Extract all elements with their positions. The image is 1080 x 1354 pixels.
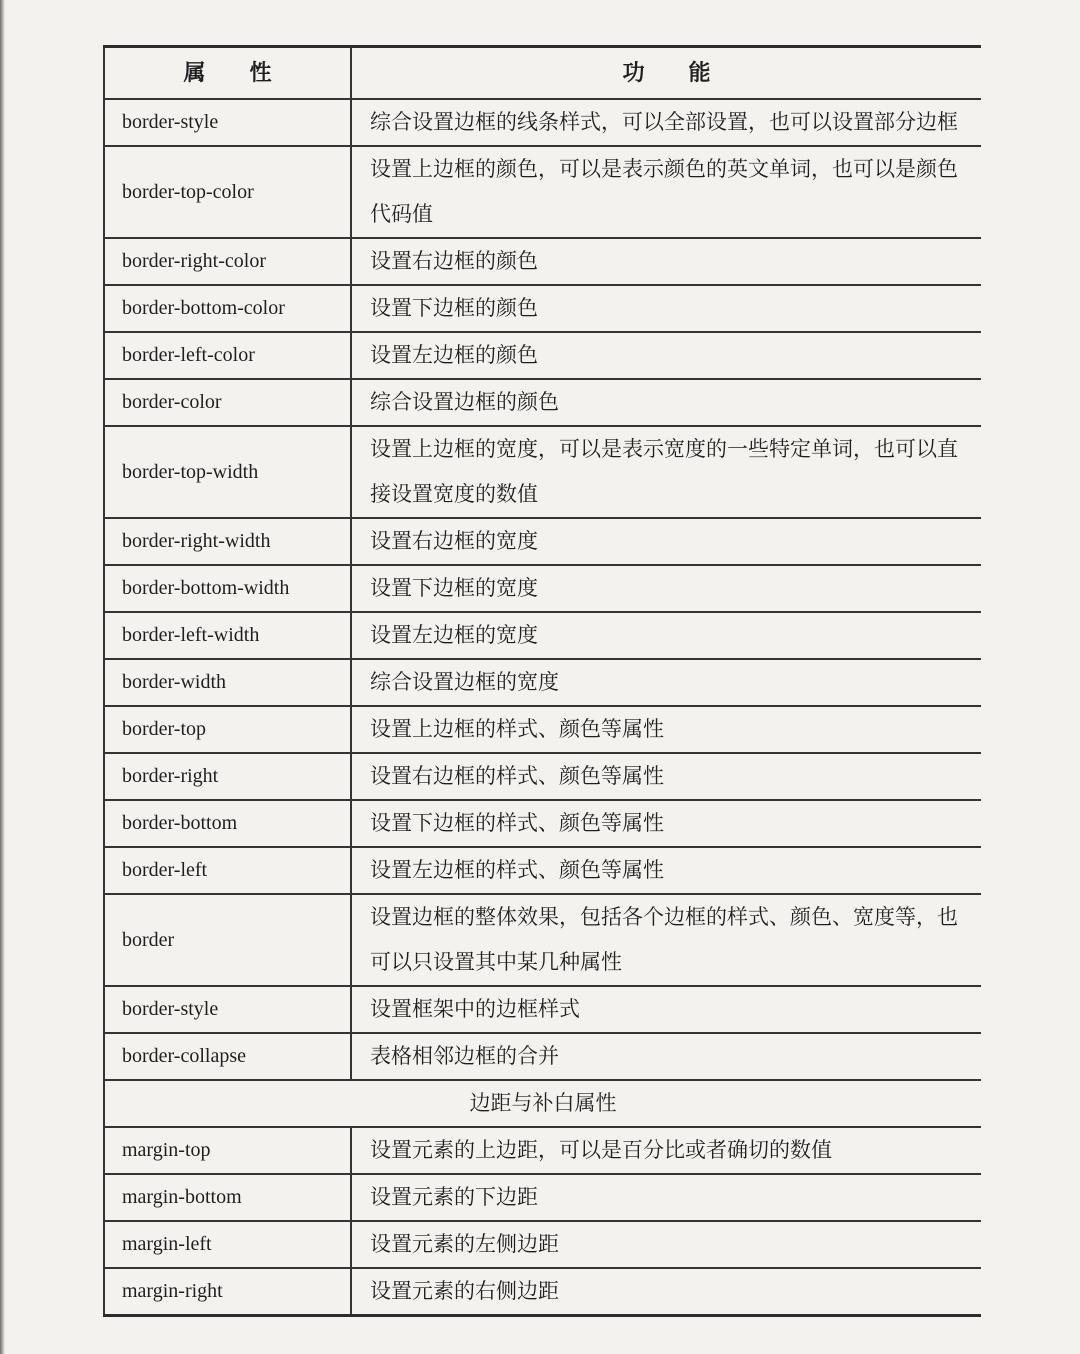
table-body	[104, 99, 981, 1316]
description-cell: 设置下边框的宽度	[351, 565, 981, 612]
table-row	[104, 1221, 981, 1268]
table-row	[104, 706, 981, 753]
description-cell: 设置左边框的样式、颜色等属性	[351, 847, 981, 894]
property-cell: margin-top	[104, 1127, 351, 1174]
description-cell: 设置下边框的样式、颜色等属性	[351, 800, 981, 847]
property-cell: border-right-width	[104, 518, 351, 565]
description-cell: 设置上边框的样式、颜色等属性	[351, 706, 981, 753]
description-cell: 综合设置边框的颜色	[351, 379, 981, 426]
property-cell: border-top	[104, 706, 351, 753]
table-header-row	[104, 47, 981, 100]
table-row	[104, 1174, 981, 1221]
table-row	[104, 1127, 981, 1174]
property-cell: border-color	[104, 379, 351, 426]
table-row	[104, 238, 981, 285]
property-cell: margin-left	[104, 1221, 351, 1268]
description-cell: 综合设置边框的宽度	[351, 659, 981, 706]
description-cell: 设置下边框的颜色	[351, 285, 981, 332]
column-header-property: 属 性	[104, 47, 351, 100]
description-cell: 设置元素的下边距	[351, 1174, 981, 1221]
property-cell: border-bottom-width	[104, 565, 351, 612]
description-cell: 表格相邻边框的合并	[351, 1033, 981, 1080]
table-row	[104, 847, 981, 894]
property-cell: border-style	[104, 986, 351, 1033]
property-cell: border-right	[104, 753, 351, 800]
property-cell: border-left-color	[104, 332, 351, 379]
table-row	[104, 800, 981, 847]
table-row	[104, 285, 981, 332]
description-cell: 设置元素的左侧边距	[351, 1221, 981, 1268]
table-row	[104, 518, 981, 565]
table-row	[104, 1268, 981, 1316]
table-row	[104, 986, 981, 1033]
property-cell: border-top-color	[104, 146, 351, 238]
description-cell: 设置框架中的边框样式	[351, 986, 981, 1033]
table-row	[104, 379, 981, 426]
description-cell: 设置元素的右侧边距	[351, 1268, 981, 1316]
description-cell: 综合设置边框的线条样式，可以全部设置，也可以设置部分边框	[351, 99, 981, 146]
table-row	[104, 146, 981, 238]
table-row	[104, 612, 981, 659]
property-cell: border-collapse	[104, 1033, 351, 1080]
property-cell: margin-right	[104, 1268, 351, 1316]
property-cell: border	[104, 894, 351, 986]
property-cell: border-top-width	[104, 426, 351, 518]
description-cell: 设置上边框的宽度，可以是表示宽度的一些特定单词，也可以直接设置宽度的数值	[351, 426, 981, 518]
css-properties-table	[103, 45, 980, 1317]
table-row	[104, 1033, 981, 1080]
property-cell: border-bottom	[104, 800, 351, 847]
table-row	[104, 894, 981, 986]
property-cell: border-bottom-color	[104, 285, 351, 332]
property-cell: border-right-color	[104, 238, 351, 285]
property-cell: border-left	[104, 847, 351, 894]
property-cell: border-style	[104, 99, 351, 146]
properties-table	[103, 45, 981, 1317]
description-cell: 设置右边框的颜色	[351, 238, 981, 285]
description-cell: 设置元素的上边距，可以是百分比或者确切的数值	[351, 1127, 981, 1174]
description-cell: 设置左边框的宽度	[351, 612, 981, 659]
description-cell: 设置边框的整体效果，包括各个边框的样式、颜色、宽度等，也可以只设置其中某几种属性	[351, 894, 981, 986]
table-row	[104, 426, 981, 518]
column-header-function: 功 能	[351, 47, 981, 100]
section-header-row	[104, 1080, 981, 1127]
table-row	[104, 565, 981, 612]
description-cell: 设置右边框的宽度	[351, 518, 981, 565]
table-row	[104, 332, 981, 379]
description-cell: 设置右边框的样式、颜色等属性	[351, 753, 981, 800]
property-cell: margin-bottom	[104, 1174, 351, 1221]
description-cell: 设置上边框的颜色，可以是表示颜色的英文单词，也可以是颜色代码值	[351, 146, 981, 238]
scanned-page-edge	[0, 0, 5, 1354]
property-cell: border-width	[104, 659, 351, 706]
description-cell: 设置左边框的颜色	[351, 332, 981, 379]
table-row	[104, 99, 981, 146]
section-header-label: 边距与补白属性	[104, 1080, 981, 1127]
table-row	[104, 753, 981, 800]
table-row	[104, 659, 981, 706]
property-cell: border-left-width	[104, 612, 351, 659]
